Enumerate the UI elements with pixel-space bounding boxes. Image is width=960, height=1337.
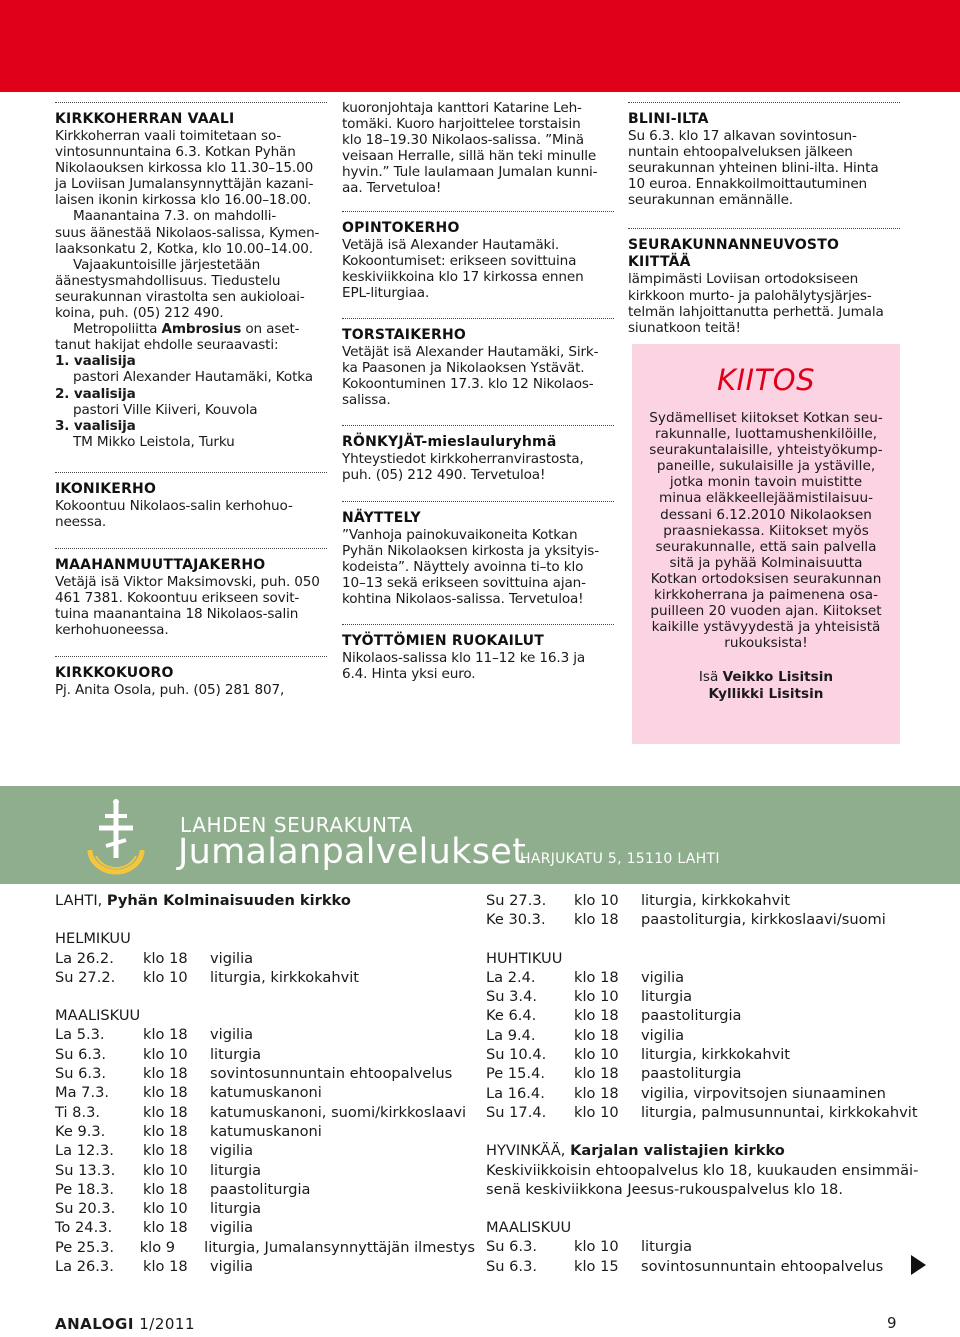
text-line: Sydämelliset kiitokset Kotkan seu- — [649, 410, 883, 426]
text-line: Pj. Anita Osola, puh. (05) 281 807, — [55, 682, 285, 699]
row-time: klo 10 — [574, 1046, 619, 1064]
row-service: vigilia — [210, 1142, 254, 1160]
month-heading: MAALISKUU — [486, 1219, 572, 1237]
continue-arrow-icon — [911, 1255, 926, 1275]
row-service: vigilia — [641, 968, 685, 986]
schedule-row — [55, 1257, 475, 1276]
schedule-row — [486, 1026, 926, 1045]
text-span: on aset- — [241, 321, 300, 338]
row-date: To 24.3. — [55, 1219, 113, 1237]
schedule-row — [55, 949, 475, 968]
text-line: praasniekassa. Kiitokset myös — [663, 522, 869, 539]
text-line: seurakuntalaisille, yhteistyökump- — [649, 442, 883, 459]
text-line: klo 18–19.30 Nikolaos-salissa. ”Minä — [342, 132, 584, 149]
section-heading: MAAHANMUUTTAJAKERHO — [55, 557, 266, 574]
section-heading: KIRKKOKUORO — [55, 665, 174, 682]
row-service: liturgia, kirkkokahvit — [641, 1046, 790, 1064]
row-time: klo 10 — [143, 1200, 188, 1218]
text-line: nuntain ehtoopalveluksen jälkeen — [628, 144, 853, 161]
text-line: salissa. — [342, 392, 391, 409]
row-service: liturgia — [210, 1200, 262, 1218]
text-line: puh. (05) 212 490. Tervetuloa! — [342, 467, 546, 484]
row-time: klo 10 — [574, 1103, 619, 1121]
text-line: kerhohuoneessa. — [55, 622, 169, 639]
row-time: klo 18 — [574, 968, 619, 986]
text-line: Vetäjä isä Viktor Maksimovski, puh. 050 — [55, 574, 320, 591]
schedule-row — [55, 1025, 475, 1044]
candidate-rank: 2. vaalisija — [55, 385, 136, 402]
church-name: Karjalan valistajien kirkko — [570, 1142, 785, 1160]
row-time: klo 10 — [143, 1045, 188, 1063]
text-line: kuoronjohtaja kanttori Katarine Leh- — [342, 100, 582, 116]
row-date: La 16.4. — [486, 1084, 545, 1102]
row-time: klo 18 — [143, 1142, 188, 1160]
schedule-row — [486, 968, 926, 987]
top-red-bar — [0, 0, 960, 92]
schedule-row — [55, 1103, 475, 1122]
row-time: klo 18 — [143, 1122, 188, 1140]
text-line: veisaan Herralle, sillä hän teki minulle — [342, 148, 597, 165]
section-kirkkokuoro — [55, 656, 327, 698]
schedule-row — [55, 1199, 475, 1218]
row-date: La 9.4. — [486, 1026, 536, 1044]
row-date: Su 6.3. — [486, 1238, 537, 1256]
text-line: 10–13 sekä erikseen sovittuina ajan- — [342, 574, 586, 591]
row-service: vigilia, virpovitsojen siunaaminen — [641, 1084, 886, 1102]
schedule-row — [55, 1083, 475, 1102]
text-line: Pyhän Nikolaoksen kirkosta ja yksityis- — [342, 542, 599, 559]
schedule-row — [486, 1045, 926, 1064]
row-date: Su 6.3. — [55, 1045, 106, 1063]
schedule-row — [55, 1180, 475, 1199]
row-time: klo 18 — [143, 949, 188, 967]
text-line: Kokoontuminen 17.3. klo 12 Nikolaos- — [342, 376, 594, 393]
text-line: puilleen 20 vuoden ajan. Kiitokset — [650, 603, 882, 620]
section-heading: OPINTOKERHO — [342, 219, 460, 236]
row-time: klo 10 — [574, 892, 619, 909]
section-heading: KIRKKOHERRAN VAALI — [55, 111, 235, 127]
text-line: äänestysmahdollisuus. Tiedustelu — [55, 272, 281, 289]
text-line: kodeista”. Näyttely avoinna ti–to klo — [342, 558, 584, 575]
section-seurakunnanneuvosto — [628, 228, 900, 335]
text-line: seurakunnan virastolta sen aukioloai- — [55, 288, 305, 305]
banner-subtitle: LAHDEN SEURAKUNTA — [180, 813, 414, 837]
church-title — [486, 1141, 926, 1160]
row-time: klo 18 — [143, 1084, 188, 1102]
row-service: paastoliturgia — [641, 1065, 742, 1083]
text-line: Nikolaos-salissa klo 11–12 ke 16.3 ja — [342, 649, 586, 666]
dotted-separator — [342, 624, 614, 625]
text-line: Kirkkoherran vaali toimitetaan so- — [55, 128, 282, 144]
row-service: vigilia — [210, 949, 254, 967]
schedule-row — [486, 1064, 926, 1083]
text-line: 10 euroa. Ennakkoilmoittautuminen — [628, 176, 868, 193]
candidate-name: TM Mikko Leistola, Turku — [73, 433, 235, 450]
kiitos-box — [632, 344, 900, 744]
row-date: Ke 6.4. — [486, 1007, 537, 1025]
section-heading: TYÖTTÖMIEN RUOKAILUT — [342, 632, 544, 649]
row-time: klo 10 — [143, 968, 188, 986]
row-time: klo 18 — [574, 1084, 619, 1102]
schedule-row — [55, 1141, 475, 1160]
text-line: ka Paasonen ja Nikolaoksen Ystävät. — [342, 360, 585, 377]
text-line: senä keskiviikkona Jeesus-rukouspalvelus klo 18. — [486, 1180, 843, 1198]
row-service: sovintosunnuntain ehtoopalvelus — [641, 1257, 884, 1275]
row-time: klo 18 — [574, 1026, 619, 1044]
text-line: Nikolaouksen kirkossa klo 11.30–15.00 — [55, 160, 314, 177]
row-date: Su 10.4. — [486, 1046, 547, 1064]
row-time: klo 18 — [574, 911, 619, 929]
text-line: laisen ikonin kirkossa klo 16.00–18.00. — [55, 192, 312, 209]
text-line: Vetäjä isä Alexander Hautamäki. — [342, 236, 560, 253]
text-line: seurakunnan emännälle. — [628, 192, 793, 209]
row-service: vigilia — [641, 1026, 685, 1044]
row-service: liturgia — [641, 1238, 693, 1256]
text-line: dessani 6.12.2010 Nikolaoksen — [660, 506, 872, 523]
banner-title: Jumalanpalvelukset — [178, 832, 527, 872]
row-time: klo 15 — [574, 1257, 619, 1275]
row-service: paastoliturgia, kirkkoslaavi/suomi — [641, 911, 886, 929]
row-service: vigilia — [210, 1026, 254, 1044]
text-line: Vetäjät isä Alexander Hautamäki, Sirk- — [342, 343, 599, 360]
text-line: ja Loviisan Jumalansynnyttäjän kazani- — [55, 176, 314, 193]
dotted-separator — [55, 102, 327, 103]
row-service: liturgia — [210, 1045, 262, 1063]
row-date: Ti 8.3. — [55, 1103, 101, 1121]
row-service: vigilia — [210, 1219, 254, 1237]
text-line: laaksonkatu 2, Kotka, klo 10.00–14.00. — [55, 240, 313, 257]
text-line: sitä ja pyhää Kolminaisuutta — [669, 554, 863, 571]
text-line: rakunnalle, luottamushenkilöille, — [654, 426, 878, 443]
text-line: 461 7381. Kokoontuu erikseen sovit- — [55, 590, 300, 607]
row-service: paastoliturgia — [641, 1007, 742, 1025]
schedule-row — [55, 1238, 475, 1257]
row-date: Su 13.3. — [55, 1161, 116, 1179]
metropolitan-line — [55, 321, 327, 337]
schedule-row — [486, 1237, 926, 1256]
kiitos-title: KIITOS — [716, 363, 816, 397]
row-time: klo 18 — [143, 1026, 188, 1044]
dotted-separator — [342, 501, 614, 502]
text-line: paneille, sukulaisille ja ystäville, — [656, 458, 876, 475]
schedule-row — [486, 1006, 926, 1025]
row-service: liturgia, Jumalansynnyttäjän ilmestys — [204, 1238, 475, 1256]
text-line: Kotkan ortodoksisen seurakunnan — [650, 570, 882, 587]
schedule-row — [486, 1084, 926, 1103]
text-line: tuina maanantaina 18 Nikolaos-salin — [55, 606, 299, 623]
month-heading: MAALISKUU — [55, 1007, 141, 1025]
text-line: lämpimästi Loviisan ortodoksiseen — [628, 271, 859, 288]
row-time: klo 18 — [143, 1065, 188, 1083]
text-line: minua eläkkeellejäämistilaisuu- — [658, 490, 874, 507]
text-line: EPL-liturgiaa. — [342, 284, 430, 301]
section-blini-ilta — [628, 102, 900, 208]
text-span: HYVINKÄÄ, — [486, 1142, 571, 1160]
row-service: liturgia — [210, 1161, 262, 1179]
schedule-right — [486, 891, 926, 1276]
section-heading: SEURAKUNNANNEUVOSTO KIITTÄÄ — [628, 237, 840, 271]
text-line: tomäki. Kuoro harjoittelee torstaisin — [342, 116, 581, 133]
row-date: La 2.4. — [486, 968, 536, 986]
dotted-separator — [342, 211, 614, 212]
section-heading: BLINI-ILTA — [628, 111, 709, 127]
text-line: Maanantaina 7.3. on mahdolli- — [73, 208, 277, 225]
schedule-row — [55, 1064, 475, 1083]
banner-address: HARJUKATU 5, 15110 LAHTI — [520, 851, 720, 867]
dotted-separator — [342, 425, 614, 426]
metropolitan-name: Ambrosius — [161, 321, 242, 338]
row-time: klo 18 — [143, 1103, 188, 1121]
kirkkokuoro-continuation — [342, 100, 614, 197]
kiitos-signature — [642, 669, 890, 685]
schedule-row — [55, 1122, 475, 1141]
row-service: katumuskanoni — [210, 1122, 322, 1140]
dotted-separator — [55, 472, 327, 473]
footer-publication — [55, 1315, 195, 1333]
church-name: Pyhän Kolminaisuuden kirkko — [106, 892, 351, 909]
row-service: katumuskanoni — [210, 1084, 322, 1102]
text-line: Vajaakuntoisille järjestetään — [73, 256, 261, 273]
section-torstaikerho — [342, 318, 614, 408]
row-time: klo 18 — [143, 1180, 188, 1198]
signature-name: Veikko Lisitsin — [722, 669, 834, 686]
row-date: La 26.2. — [55, 949, 114, 967]
text-line: kohtina Nikolaos-salissa. Tervetuloa! — [342, 590, 584, 607]
section-ikonikerho — [55, 472, 327, 530]
section-heading: TORSTAIKERHO — [342, 326, 467, 343]
schedule-row — [55, 1045, 475, 1064]
row-time: klo 18 — [143, 1258, 188, 1276]
publication-issue: 1/2011 — [133, 1315, 195, 1333]
row-date: Pe 15.4. — [486, 1065, 546, 1083]
row-service: liturgia, kirkkokahvit — [641, 892, 790, 909]
schedule-row — [486, 910, 926, 929]
schedule-row — [55, 1218, 475, 1237]
row-service: sovintosunnuntain ehtoopalvelus — [210, 1065, 453, 1083]
section-maahanmuuttajakerho — [55, 548, 327, 638]
candidate-rank: 1. vaalisija — [55, 353, 136, 370]
section-nayttely — [342, 501, 614, 607]
schedule-row — [486, 1257, 926, 1276]
text-line: siunatkoon teitä! — [628, 319, 741, 336]
text-line: koina, puh. (05) 212 490. — [55, 305, 224, 322]
row-date: Su 6.3. — [55, 1065, 106, 1083]
schedule-row — [486, 987, 926, 1006]
row-date: Su 17.4. — [486, 1103, 547, 1121]
row-date: La 5.3. — [55, 1026, 105, 1044]
text-line: vintosunnuntaina 6.3. Kotkan Pyhän — [55, 144, 296, 161]
row-date: Su 3.4. — [486, 988, 537, 1006]
text-line: aa. Tervetuloa! — [342, 180, 442, 197]
section-ronkyjat — [342, 425, 614, 483]
text-line: kirkkoon murto- ja palohälytysjärjes- — [628, 287, 872, 304]
column-middle — [342, 102, 614, 696]
schedule-row — [55, 1161, 475, 1180]
text-line: ”Vanhoja painokuvaikoneita Kotkan — [342, 526, 578, 543]
text-line: neessa. — [55, 513, 107, 530]
dotted-separator — [342, 318, 614, 319]
text-line: kaikille ystävyydestä ja yhteisistä — [651, 619, 881, 636]
row-date: Pe 18.3. — [55, 1180, 115, 1198]
section-heading: RÖNKYJÄT-mieslauluryhmä — [342, 434, 557, 451]
row-date: Ke 30.3. — [486, 911, 546, 929]
text-line: Yhteystiedot kirkkoherranvirastosta, — [342, 451, 584, 468]
row-time: klo 18 — [143, 1219, 188, 1237]
row-service: vigilia — [210, 1258, 254, 1276]
publication-name: ANALOGI — [55, 1315, 134, 1333]
row-date: Ma 7.3. — [55, 1084, 110, 1102]
section-heading: NÄYTTELY — [342, 509, 421, 526]
text-line: hyvin.” Tule laulamaan Jumalan kunni- — [342, 164, 598, 181]
row-date: Ke 9.3. — [55, 1122, 106, 1140]
row-time: klo 18 — [574, 1007, 619, 1025]
row-service: liturgia, palmusunnuntai, kirkkokahvit — [641, 1103, 918, 1121]
dotted-separator — [628, 102, 900, 103]
orthodox-cross-icon — [86, 798, 146, 876]
month-heading: HUHTIKUU — [486, 949, 563, 967]
row-service: katumuskanoni, suomi/kirkkoslaavi — [210, 1103, 467, 1121]
text-line: 6.4. Hinta yksi euro. — [342, 666, 476, 683]
row-time: klo 18 — [574, 1065, 619, 1083]
candidate-name: pastori Alexander Hautamäki, Kotka — [73, 369, 313, 386]
text-line: rukouksista! — [724, 635, 808, 652]
signature-name: Kyllikki Lisitsin — [708, 685, 824, 702]
row-date: Su 6.3. — [486, 1257, 537, 1275]
church-title — [55, 891, 475, 910]
row-date: Su 27.2. — [55, 968, 116, 986]
schedule-row — [55, 968, 475, 987]
schedule-row — [486, 891, 926, 910]
row-date: Su 27.3. — [486, 892, 547, 909]
row-service: liturgia — [641, 988, 693, 1006]
row-time: klo 9 — [139, 1238, 176, 1256]
row-service: liturgia, kirkkokahvit — [210, 968, 359, 986]
text-line: Kokoontuu Nikolaos-salin kerhohuo- — [55, 497, 293, 514]
page-number: 9 — [887, 1314, 897, 1332]
text-line: suus äänestää Nikolaos-salissa, Kymen- — [55, 224, 320, 241]
text-span: LAHTI, — [55, 892, 107, 909]
text-line: telmän lahjoittanutta perhettä. Jumala — [628, 303, 884, 320]
row-time: klo 10 — [574, 988, 619, 1006]
text-span: Metropoliitta — [73, 321, 162, 338]
month-heading: HELMIKUU — [55, 930, 131, 948]
text-line: Kokoontumiset: erikseen sovittuina — [342, 252, 577, 269]
row-time: klo 10 — [574, 1238, 619, 1256]
column-left — [55, 102, 327, 713]
text-line: Keskiviikkoisin ehtoopalvelus klo 18, kuukauden ensimmäi- — [486, 1161, 919, 1179]
dotted-separator — [55, 656, 327, 657]
text-line: seurakunnalle, että sain palvella — [655, 538, 877, 555]
row-date: La 12.3. — [55, 1142, 114, 1160]
row-service: paastoliturgia — [210, 1180, 311, 1198]
schedule-lahti — [55, 891, 475, 1276]
text-line: tanut hakijat ehdolle seuraavasti: — [55, 337, 279, 354]
section-heading: IKONIKERHO — [55, 480, 157, 497]
section-kirkkoherran-vaali — [55, 102, 327, 450]
candidate-name: pastori Ville Kiiveri, Kouvola — [73, 401, 258, 418]
column-right — [628, 102, 900, 350]
section-opintokerho — [342, 211, 614, 301]
text-line: keskiviikkoina klo 17 kirkossa ennen — [342, 268, 584, 285]
row-time: klo 10 — [143, 1161, 188, 1179]
row-date: La 26.3. — [55, 1258, 114, 1276]
kiitos-body — [642, 410, 890, 651]
text-line: Su 6.3. klo 17 alkavan sovintosun- — [628, 128, 857, 144]
dotted-separator — [55, 548, 327, 549]
text-span: Isä — [698, 669, 723, 686]
schedule-row — [486, 1103, 926, 1122]
text-line: jotka monin tavoin muistitte — [669, 474, 863, 491]
section-tyottomien-ruokailut — [342, 624, 614, 682]
candidate-rank: 3. vaalisija — [55, 417, 136, 434]
text-line: kirkkoherrana ja paimenena osa- — [654, 587, 878, 604]
row-date: Su 20.3. — [55, 1200, 116, 1218]
row-date: Pe 25.3. — [55, 1238, 115, 1256]
dotted-separator — [628, 228, 900, 229]
text-line: seurakunnan yhteinen blini-ilta. Hinta — [628, 160, 879, 177]
